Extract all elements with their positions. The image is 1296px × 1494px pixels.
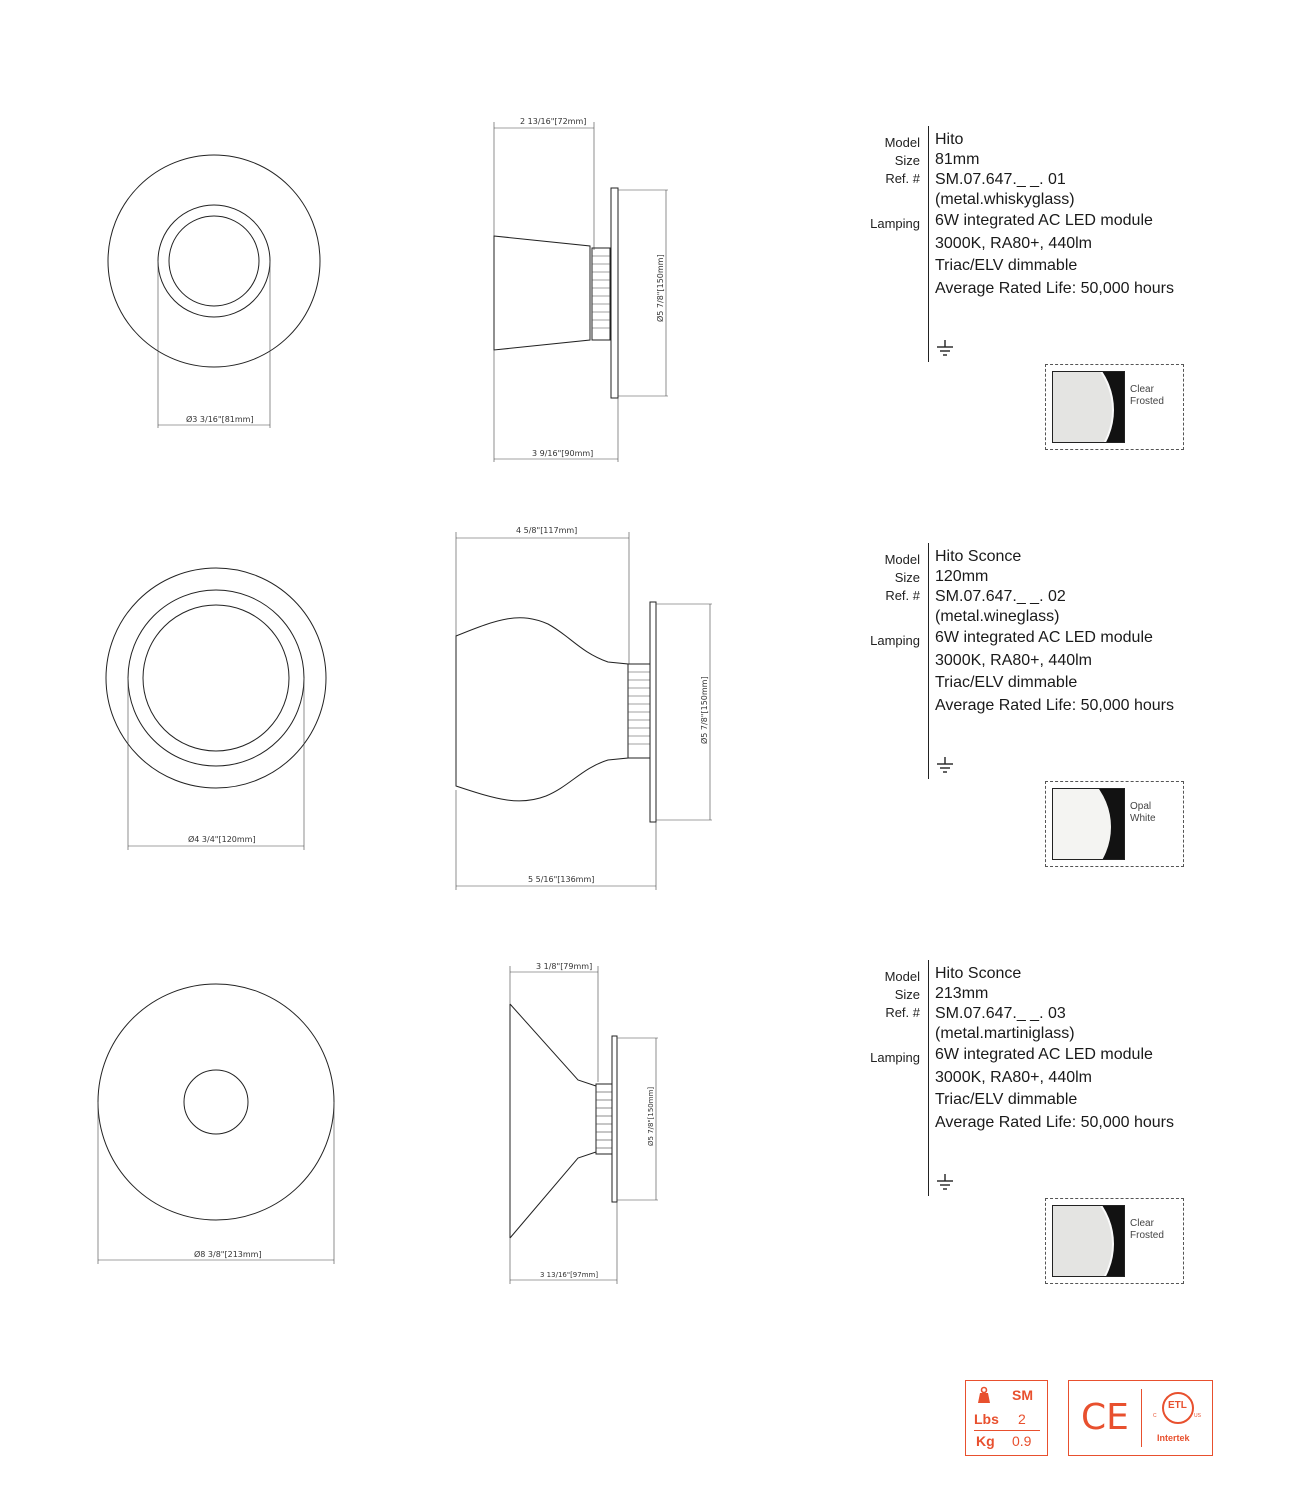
value-lamping-3: Triac/ELV dimmable: [935, 674, 1078, 691]
value-ref: SM.07.647._ _. 03: [935, 1005, 1066, 1022]
intertek-label: Intertek: [1157, 1433, 1190, 1443]
label-ref: Ref. #: [885, 171, 920, 186]
side-top-label: 3 1/8"[79mm]: [536, 962, 593, 971]
side-bottom-label: 3 13/16"[97mm]: [540, 1271, 599, 1279]
value-glass: (metal.martiniglass): [935, 1025, 1075, 1042]
glass-sample-image: [1052, 1205, 1125, 1277]
front-diameter-label: Ø3 3/16"[81mm]: [186, 415, 254, 424]
side-bottom-label: 3 9/16"[90mm]: [532, 449, 594, 458]
label-model: Model: [884, 969, 920, 984]
value-lamping-2: 3000K, RA80+, 440lm: [935, 234, 1092, 252]
weight-divider: [974, 1430, 1040, 1431]
weight-header: SM: [1012, 1387, 1033, 1403]
value-size: 120mm: [935, 568, 989, 585]
value-lamping-4: Average Rated Life: 50,000 hours: [935, 279, 1174, 297]
finish-line-1: Clear: [1130, 1218, 1154, 1229]
label-size: Size: [894, 153, 920, 168]
kg-value: 0.9: [1012, 1433, 1032, 1449]
label-size: Size: [894, 987, 920, 1002]
side-bottom-label: 5 5/16"[136mm]: [528, 875, 595, 884]
value-size: 213mm: [935, 985, 989, 1002]
value-model: Hito Sconce: [935, 548, 1022, 565]
side-heatsink: [596, 1084, 612, 1154]
finish-line-1: Clear: [1130, 384, 1154, 395]
value-size: 81mm: [935, 151, 980, 168]
front-inner-circle: [184, 1070, 248, 1134]
value-lamping-4: Average Rated Life: 50,000 hours: [935, 696, 1174, 714]
side-top-label: 2 13/16"[72mm]: [520, 117, 587, 126]
certification-badge: [1068, 1380, 1213, 1456]
value-lamping-3: Triac/ELV dimmable: [935, 1091, 1078, 1108]
side-height-label: Ø5 7/8"[150mm]: [656, 254, 665, 322]
spec-divider: [928, 960, 929, 1196]
value-lamping-1: 6W integrated AC LED module: [935, 212, 1153, 229]
lbs-value: 2: [1018, 1411, 1026, 1427]
value-glass: (metal.whiskyglass): [935, 191, 1075, 208]
finish-line-2: White: [1130, 813, 1156, 824]
cert-divider: [1141, 1389, 1142, 1447]
value-glass: (metal.wineglass): [935, 608, 1060, 625]
label-ref: Ref. #: [885, 588, 920, 603]
spec-block-3: [858, 960, 1258, 1200]
label-size: Size: [894, 570, 920, 585]
lbs-label: Lbs: [974, 1411, 999, 1427]
label-model: Model: [884, 552, 920, 567]
value-lamping-3: Triac/ELV dimmable: [935, 257, 1078, 274]
value-model: Hito Sconce: [935, 965, 1022, 982]
weight-badge: [965, 1380, 1048, 1456]
label-lamping: Lamping: [870, 216, 920, 231]
value-lamping-1: 6W integrated AC LED module: [935, 629, 1153, 646]
side-height-label: Ø5 7/8"[150mm]: [647, 1086, 655, 1146]
value-lamping-2: 3000K, RA80+, 440lm: [935, 651, 1092, 669]
side-height-label: Ø5 7/8"[150mm]: [700, 676, 709, 744]
label-lamping: Lamping: [870, 1050, 920, 1065]
ground-icon: [935, 1172, 955, 1192]
label-model: Model: [884, 135, 920, 150]
label-ref: Ref. #: [885, 1005, 920, 1020]
ce-mark: CE: [1081, 1397, 1129, 1438]
value-ref: SM.07.647._ _. 02: [935, 588, 1066, 605]
value-ref: SM.07.647._ _. 01: [935, 171, 1066, 188]
label-lamping: Lamping: [870, 633, 920, 648]
value-lamping-1: 6W integrated AC LED module: [935, 1046, 1153, 1063]
side-shade: [510, 1004, 596, 1238]
weight-icon: [976, 1386, 992, 1404]
value-lamping-2: 3000K, RA80+, 440lm: [935, 1068, 1092, 1086]
front-diameter-label: Ø4 3/4"[120mm]: [188, 835, 256, 844]
front-diameter-label: Ø8 3/8"[213mm]: [194, 1250, 262, 1259]
side-wallplate: [612, 1036, 617, 1202]
value-lamping-4: Average Rated Life: 50,000 hours: [935, 1113, 1174, 1131]
kg-label: Kg: [976, 1433, 995, 1449]
etl-mark: ETL: [1168, 1400, 1187, 1411]
finish-swatch-3: [1045, 1198, 1184, 1284]
front-outer-circle: [98, 984, 334, 1220]
etl-us: US: [1194, 1413, 1201, 1419]
finish-line-2: Frosted: [1130, 396, 1164, 407]
finish-line-1: Opal: [1130, 801, 1152, 812]
side-top-label: 4 5/8"[117mm]: [516, 526, 578, 535]
finish-line-2: Frosted: [1130, 1230, 1164, 1241]
value-model: Hito: [935, 131, 964, 148]
etl-c: C: [1153, 1413, 1157, 1419]
